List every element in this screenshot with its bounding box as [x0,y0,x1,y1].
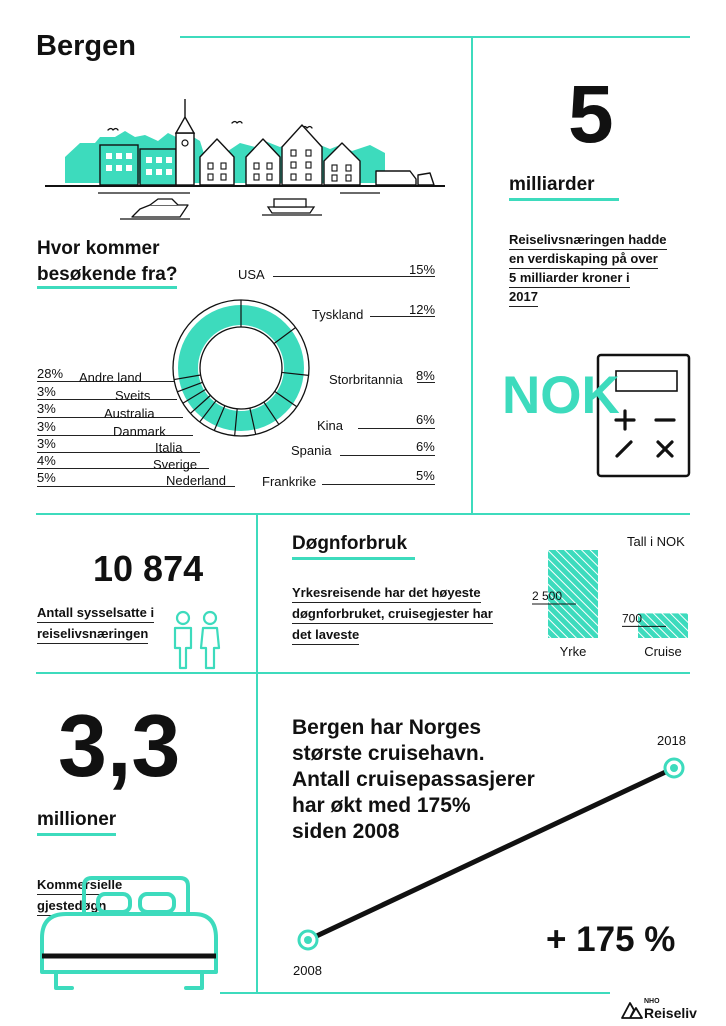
logo-name: Reiseliv [644,1005,697,1021]
country-pct: 5% [37,470,56,485]
people-icon [172,610,222,672]
value-description [509,230,667,306]
country-pct: 5% [416,468,435,483]
logo-small-text: NHO [644,998,660,1005]
daily-spend-line: døgnforbruket, cruisegjester har [292,606,493,624]
guest-nights-number: 3,3 [58,696,181,795]
cruise-change: + 175 % [546,920,676,959]
spend-bar-label: Yrke [559,644,587,659]
leader-line [340,455,435,456]
cruise-line: Antall cruisepassasjerer [292,768,535,791]
country-label: Andre land [79,370,142,385]
country-pct: 15% [409,262,436,277]
daily-spend-heading: Døgnforbruk [292,532,415,560]
cruise-line: siden 2008 [292,820,400,843]
employment-number: 10 874 [93,548,204,589]
country-label: Tyskland [312,307,364,322]
country-pct: 6% [416,439,435,454]
guest-nights-unit: millioner [37,808,116,836]
leader-line [322,484,435,485]
spend-bar-value: 700 [622,611,643,626]
cruise-end-year: 2018 [657,733,686,748]
grid-line [220,992,610,994]
leader-line [358,428,435,429]
country-pct: 6% [416,412,435,427]
spend-bar-value: 2 500 [532,589,563,603]
cruise-line: har økt med 175% [292,794,471,817]
country-label: USA [238,267,265,282]
employment-description [37,602,154,644]
cruise-start-year: 2008 [293,963,322,978]
start-marker-dot [304,936,312,944]
country-pct: 3% [37,419,56,434]
country-pct: 28% [37,366,64,381]
guest-nights-line: gjestedøgn [37,898,106,916]
country-label: Storbritannia [329,372,403,387]
end-marker-dot [670,764,678,772]
guest-nights-line: Kommersielle [37,877,122,895]
country-label: Italia [155,440,183,455]
spend-bar-label: Cruise [644,644,682,659]
nho-logo-icon [620,1000,644,1022]
value-number: 5 [568,69,614,160]
value-unit: milliarder [509,173,619,201]
currency-label: NOK [502,366,620,425]
country-label: Sverige [153,457,198,472]
leader-line [37,399,177,400]
country-pct: 8% [416,368,435,383]
cruise-line: Bergen har Norges [292,716,482,739]
country-label: Danmark [113,424,166,439]
visitors-heading [37,236,177,288]
grid-line [256,513,258,993]
country-pct: 3% [37,436,56,451]
employment-line: reiselivsnæringen [37,626,148,644]
grid-line [471,36,473,514]
growth-line [308,768,674,940]
cruise-line: største cruisehavn. [292,742,485,765]
daily-spend-line: Yrkesreisende har det høyeste [292,585,481,603]
visitors-donut-chart [166,293,316,443]
country-label: Sveits [115,388,151,403]
country-pct: 3% [37,384,56,399]
daily-spend-bar-chart [520,540,710,670]
country-label: Spania [291,443,332,458]
daily-spend-note: Tall i NOK [627,534,685,549]
country-label: Kina [317,418,344,433]
page-title: Bergen [36,30,136,62]
value-line: 5 milliarder kroner i [509,270,630,288]
employment-line: Antall sysselsatte i [37,605,154,623]
country-pct: 12% [409,302,436,317]
country-label: Australia [104,406,155,421]
value-line: Reiselivsnæringen hadde [509,232,667,250]
grid-line [180,36,690,38]
bed-icon [36,876,226,991]
donut-band [188,315,294,421]
daily-spend-line: det laveste [292,627,359,645]
visitors-heading-line: besøkende fra? [37,264,177,289]
visitors-heading-line: Hvor kommer [37,238,160,259]
country-pct: 3% [37,401,56,416]
donut-inner-ring [200,327,282,409]
value-line: en verdiskaping på over [509,251,658,269]
country-pct: 4% [37,453,56,468]
spend-bar [638,613,688,638]
grid-line [36,672,690,674]
country-label: Nederland [166,473,226,488]
daily-spend-description [292,582,493,645]
country-label: Frankrike [262,474,317,489]
value-line: 2017 [509,289,538,307]
city-skyline-illustration [40,95,460,220]
grid-line [36,513,690,515]
